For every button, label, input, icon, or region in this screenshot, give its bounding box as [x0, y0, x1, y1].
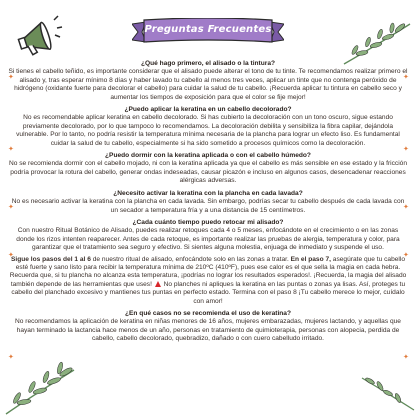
page-title: Preguntas Frecuentes	[144, 24, 272, 35]
faq-item	[8, 60, 408, 102]
sparkle-icon: ✦	[8, 74, 14, 81]
faq-list	[8, 60, 408, 348]
sparkle-icon: ✦	[8, 204, 14, 211]
sparkle-icon: ✦	[8, 146, 14, 153]
faq-answer: No recomendamos la aplicación de keratina en niñas menores de 16 años, mujeres embarazadas, mujeres lactando, y aquellas que hayan terminado la lactancia hace menos de un año, personas en tratamiento de quimioterapia, personas con alopecia, perdida de cabello, cabello decolorado, quebradizo, dañado o con cuero cabelludo irritado.	[15, 318, 401, 343]
faq-answer-steps	[8, 256, 408, 306]
leaf-icon	[356, 372, 416, 412]
faq-item	[8, 106, 408, 148]
faq-answer: Si tienes el cabello teñido, es importante considerar que el alisado puede alterar el tono de tu tinte. Te recomendamos realizar primero el alisado y, tras esperar mínimo 8 días y haber lavado tu cabello al menos tres veces, aplicar un tinte que no contenga peróxido de hidrógeno (oxidante fuerte para decolorar el cabello) para cuidar la salud de tu cabello. ¡Recuerda aplicar tu tintura en cabello seco y aumentar los tiempos de exposición para que el color se fije mejor!	[8, 68, 408, 101]
sparkle-icon: ✦	[8, 252, 14, 259]
warning-icon	[155, 281, 161, 287]
faq-question: ¿Qué hago primero, el alisado o la tintura?	[140, 60, 276, 67]
sparkle-icon: ✦	[8, 354, 14, 361]
sparkle-icon: ✦	[403, 74, 409, 81]
faq-question: ¿Puedo dormir con la keratina aplicada o con el cabello húmedo?	[105, 152, 311, 160]
sparkle-icon: ✦	[403, 204, 409, 211]
faq-question: ¿Necesito activar la keratina con la plancha en cada lavada?	[113, 189, 303, 197]
faq-answer: Con nuestro Ritual Botánico de Alisado, puedes realizar retoques cada 4 o 5 meses, enfocándote en el crecimiento o en las zonas donde los rizos intenten reaparecer. Antes de cada retoque, es importante realizar las pruebas de alergia, temperatura y color, para garantizar que el tratamiento sea seguro y efectivo. Si sientes alguna molestia, enjuaga de inmediato y suspende el uso.	[16, 227, 400, 252]
steps-text-3: No planches ni apliques la keratina en las puntas o zonas ya lisas. Así, proteges tu cabello del planchado excesivo y mantienes tus puntas en perfecto estado. Termina con el paso 8 ¡Tu cabello merece lo mejor, cuídalo con amor!	[11, 280, 406, 305]
sparkle-icon: ✦	[403, 354, 409, 361]
sparkle-icon: ✦	[403, 252, 409, 259]
steps-bold-2: En el paso 7,	[290, 255, 331, 263]
faq-item	[8, 152, 408, 186]
steps-bold-1: Sigue los pasos del 1 al 6	[10, 255, 91, 263]
faq-answer: No es recomendable aplicar keratina en cabello decolorado. Si has cubierto la decoloración con un tono oscuro, sigue estando previamente decolorado, por lo que tampoco lo recomendamos. La decoloración debilita y sensibiliza la fibra capilar, dejándola vulnerable. Por lo tanto, no podría resistir la temperatura mínima necesaria de la plancha para lograr un efecto liso. Es fundamental cuidar la salud de tu cabello, especialmente si ha sido sometido a procesos químicos como la decoloración.	[16, 114, 400, 147]
faq-item	[8, 310, 408, 344]
faq-question: ¿Cada cuánto tiempo puedo retocar mi alisado?	[132, 218, 284, 226]
faq-answer: No es necesario activar la keratina con la plancha en cada lavada. Sin embargo, podrías secar tu cabello después de cada lavada con un secador a temperatura fría y a una distancia de 15 centímetros.	[11, 198, 405, 214]
steps-text-2: asegúrate que tu cabello esté fuerte y sano listo para recibir la temperatura mínima de 210ºC (410ºF), pues ese calor es el que sella la magia en cada hebra. Recuerda que, si tu plancha no alcanza esta temperatura, ¡podrías no lograr los resultados esperados!. ¡Recuerda, la magia del alisado también depende de las herramientas que uses!	[9, 255, 407, 288]
steps-text-1: de nuestro ritual de alisado, enfocándote solo en las zonas a tratar.	[90, 255, 291, 263]
faq-question: ¿Puedo aplicar la keratina en un cabello decolorado?	[124, 106, 292, 114]
faq-answer: No se recomienda dormir con el cabello mojado, ni con la keratina aplicada ya que el cabello es más sensible en ese estado y la fricción podría provocar la rotura del cabello, generar ondas indeseadas, causar picazón e incluso en algunos casos, desencadenar reacciones alérgicas adversas.	[8, 160, 408, 185]
leaf-icon	[2, 356, 80, 416]
faq-question: ¿En qué casos no se recomienda el uso de keratina?	[125, 309, 291, 317]
faq-item	[8, 190, 408, 215]
sparkle-icon: ✦	[403, 146, 409, 153]
faq-item	[8, 219, 408, 306]
